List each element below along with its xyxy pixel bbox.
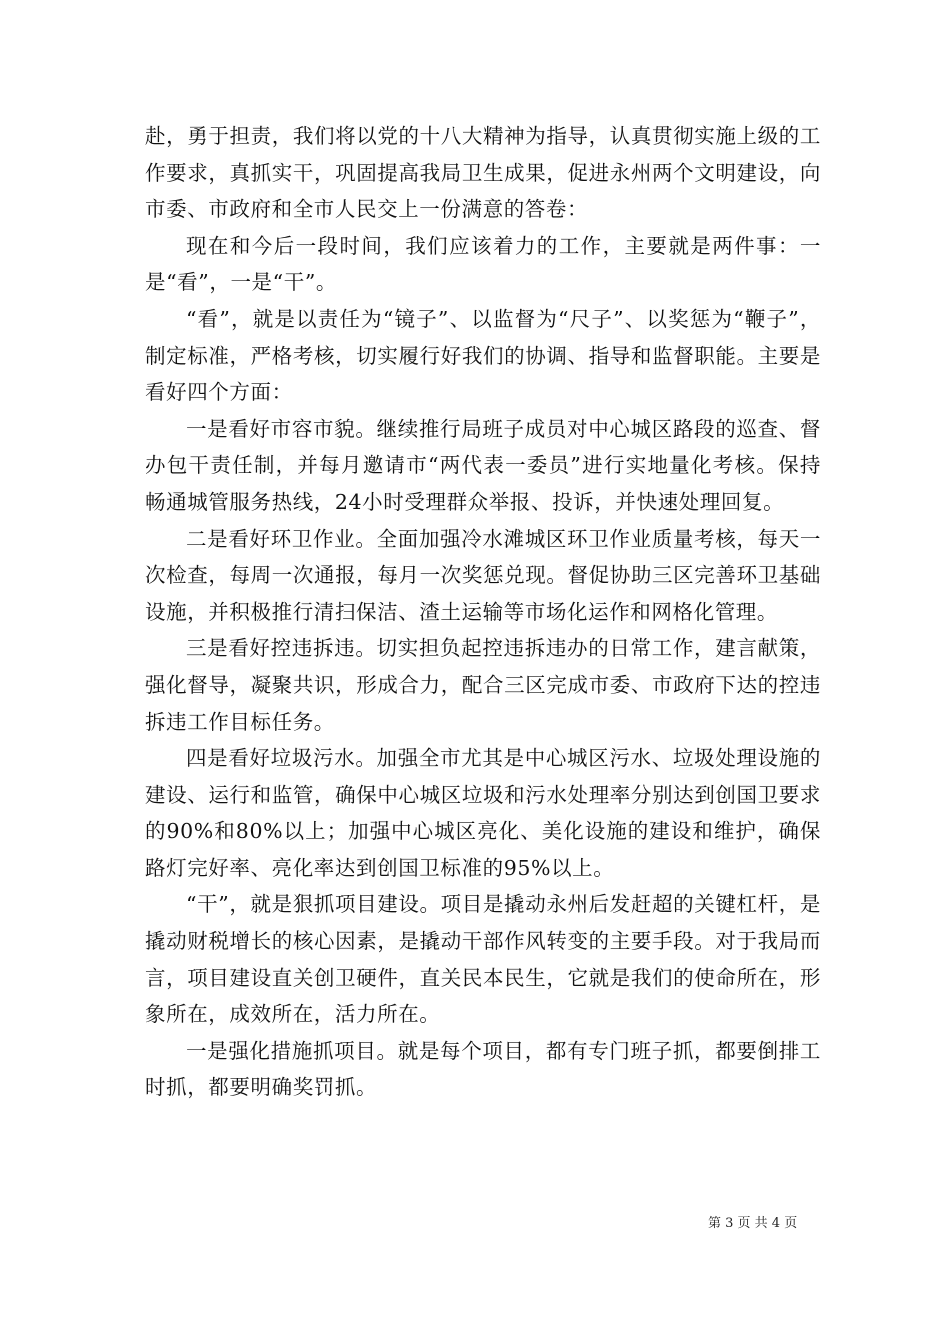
paragraph-sanitation: 二是看好环卫作业。全面加强冷水滩城区环卫作业质量考核，每天一次检查，每周一次通报，每月一次奖惩兑现。督促协助三区完善环卫基础设施，并积极推行清扫保洁、渣土运输等市场化运作和网格化管理。 — [145, 526, 821, 624]
paragraph-kan-intro: “看”，就是以责任为“镜子”、以监督为“尺子”、以奖惩为“鞭子”，制定标准，严格考核，切实履行好我们的协调、指导和监督职能。主要是看好四个方面： — [145, 306, 821, 405]
page-number-footer: 第 3 页 共 4 页 — [708, 1216, 798, 1231]
paragraph-continuation: 赴，勇于担责，我们将以党的十八大精神为指导，认真贯彻实施上级的工作要求，真抓实干，巩固提高我局卫生成果，促进永州两个文明建设，向市委、市政府和全市人民交上一份满意的答卷： — [145, 124, 821, 222]
paragraph-gan-intro: “干”，就是狠抓项目建设。项目是撬动永州后发赶超的关键杠杆，是撬动财税增长的核心因素，是撬动干部作风转变的主要手段。对于我局而言，项目建设直关创卫硬件，直关民本民生，它就是我们的使命所在，形象所在，成效所在，活力所在。 — [145, 892, 821, 1027]
paragraph-illegal-construction: 三是看好控违拆违。切实担负起控违拆违办的日常工作，建言献策，强化督导，凝聚共识，形成合力，配合三区完成市委、市政府下达的控违拆违工作目标任务。 — [145, 636, 821, 734]
paragraph-project-measures: 一是强化措施抓项目。就是每个项目，都有专门班子抓，都要倒排工时抓，都要明确奖罚抓。 — [145, 1038, 821, 1100]
document-body — [145, 118, 821, 1106]
paragraph-two-tasks: 现在和今后一段时间，我们应该着力的工作，主要就是两件事：一是“看”，一是“干”。 — [145, 233, 821, 295]
paragraph-waste-sewage: 四是看好垃圾污水。加强全市尤其是中心城区污水、垃圾处理设施的建设、运行和监管，确保中心城区垃圾和污水处理率分别达到创国卫要求的90%和80%以上；加强中心城区亮化、美化设施的建设和维护，确保路灯完好率、亮化率达到创国卫标准的95%以上。 — [145, 746, 821, 880]
paragraph-city-appearance: 一是看好市容市貌。继续推行局班子成员对中心城区路段的巡查、督办包干责任制，并每月邀请市“两代表一委员”进行实地量化考核。保持畅通城管服务热线，24小时受理群众举报、投诉，并快速处理回复。 — [145, 416, 821, 514]
